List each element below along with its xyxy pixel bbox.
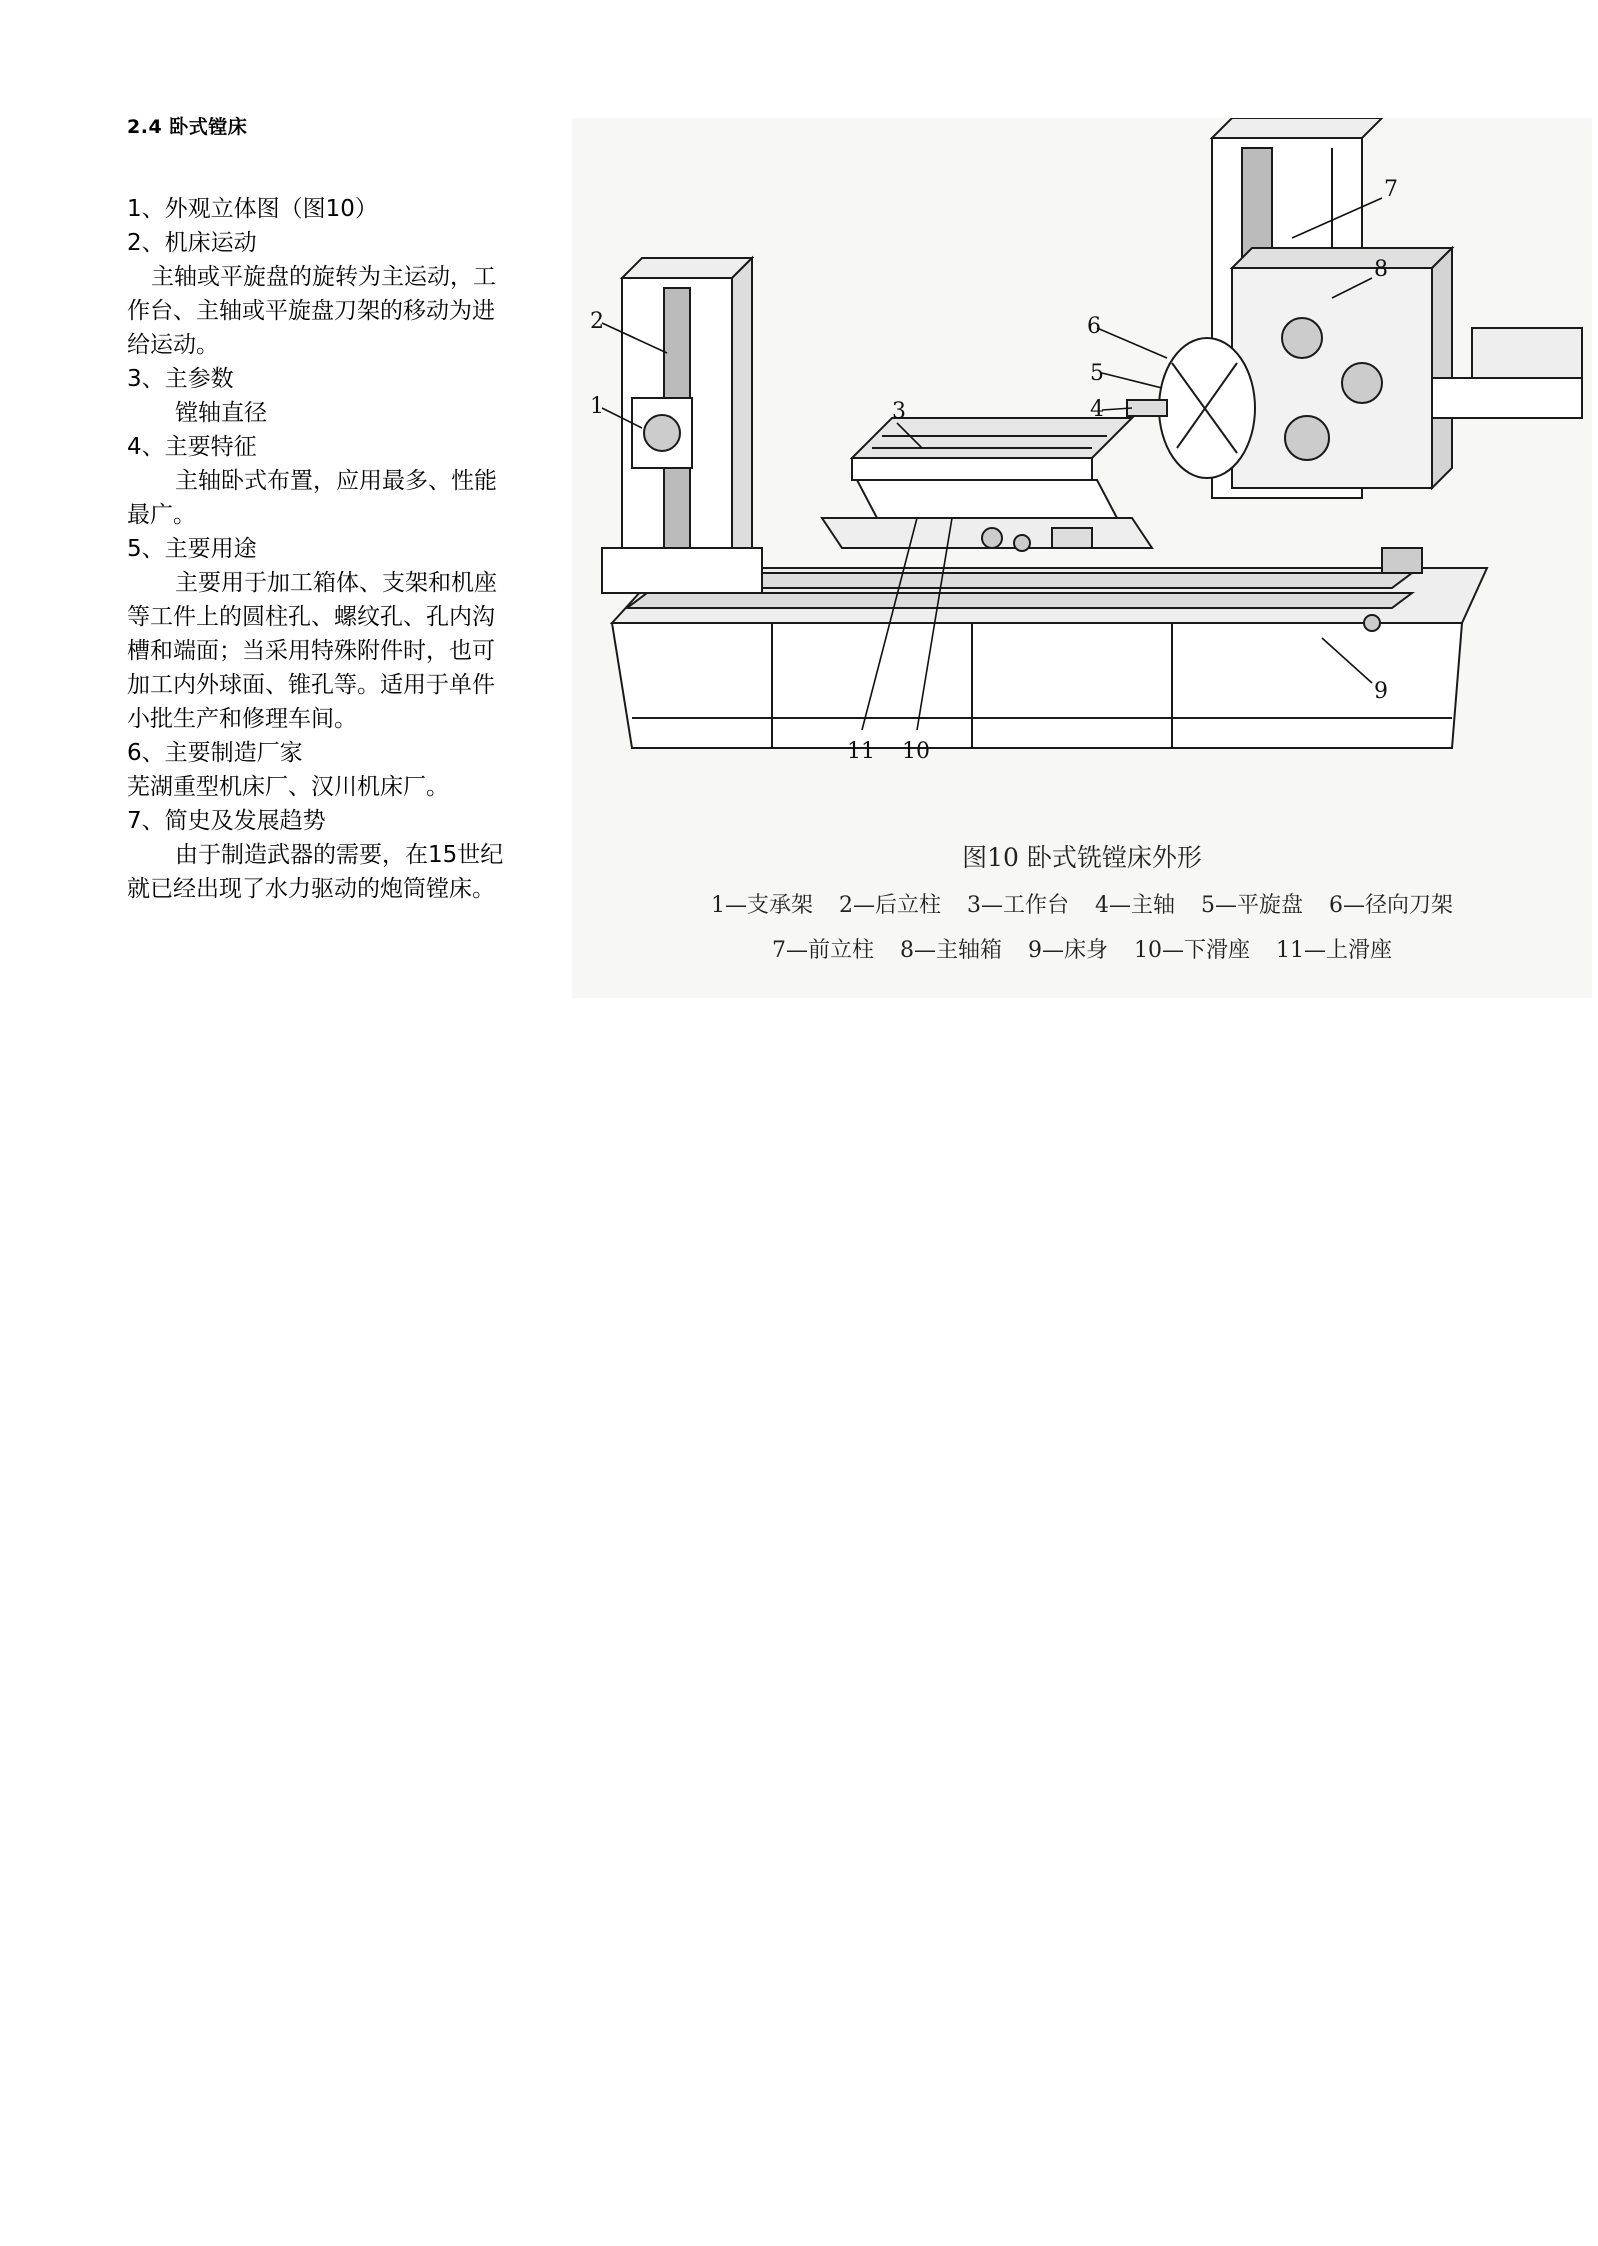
section-heading: 2.4 卧式镗床 bbox=[127, 116, 248, 138]
body-line: 就已经出现了水力驱动的炮筒镗床。 bbox=[127, 876, 495, 902]
body-line: 给运动。 bbox=[127, 332, 219, 358]
body-line: 主轴或平旋盘的旋转为主运动，工 bbox=[151, 264, 496, 290]
headstock bbox=[1232, 268, 1432, 488]
bed-body bbox=[612, 623, 1462, 748]
body-line: 1、外观立体图（图10） bbox=[127, 196, 378, 222]
worktable bbox=[852, 418, 1132, 458]
callout-2: 2 bbox=[590, 309, 604, 334]
body-line: 6、主要制造厂家 bbox=[127, 740, 303, 766]
body-line: 槽和端面；当采用特殊附件时，也可 bbox=[127, 638, 495, 664]
body-line: 最广。 bbox=[127, 502, 196, 528]
body-line: 加工内外球面、锥孔等。适用于单件 bbox=[127, 672, 495, 698]
legend-item: 5—平旋盘 bbox=[1201, 893, 1303, 918]
legend-item: 11—上滑座 bbox=[1276, 938, 1392, 963]
callout-1: 1 bbox=[590, 394, 604, 419]
body-line: 镗轴直径 bbox=[175, 400, 267, 426]
legend-item: 6—径向刀架 bbox=[1329, 893, 1453, 918]
legend-item: 4—主轴 bbox=[1095, 893, 1175, 918]
body-line: 3、主参数 bbox=[127, 366, 234, 392]
body-line: 小批生产和修理车间。 bbox=[127, 706, 357, 732]
figure-legend-row-1 bbox=[572, 888, 1592, 919]
body-line: 芜湖重型机床厂、汉川机床厂。 bbox=[127, 774, 449, 800]
facing-head bbox=[1159, 338, 1255, 478]
body-line: 2、机床运动 bbox=[127, 230, 257, 256]
legend-item: 2—后立柱 bbox=[839, 893, 941, 918]
legend-item: 7—前立柱 bbox=[772, 938, 874, 963]
callout-10: 10 bbox=[902, 739, 930, 764]
callout-7: 7 bbox=[1384, 177, 1398, 202]
body-line: 5、主要用途 bbox=[127, 536, 257, 562]
callout-4: 4 bbox=[1090, 397, 1104, 422]
callout-5: 5 bbox=[1090, 361, 1104, 386]
body-line: 作台、主轴或平旋盘刀架的移动为进 bbox=[127, 298, 495, 324]
body-line: 主要用于加工箱体、支架和机座 bbox=[175, 570, 497, 596]
figure-legend-row-2 bbox=[572, 933, 1592, 964]
spindle bbox=[1127, 400, 1167, 416]
callout-3: 3 bbox=[892, 399, 906, 424]
callout-8: 8 bbox=[1374, 257, 1388, 282]
callout-6: 6 bbox=[1087, 314, 1101, 339]
legend-item: 8—主轴箱 bbox=[900, 938, 1002, 963]
callout-9: 9 bbox=[1374, 679, 1388, 704]
body-line: 7、简史及发展趋势 bbox=[127, 808, 326, 834]
legend-item: 9—床身 bbox=[1028, 938, 1108, 963]
callout-11: 11 bbox=[847, 739, 875, 764]
legend-item: 10—下滑座 bbox=[1134, 938, 1250, 963]
machine-drawing bbox=[572, 118, 1592, 818]
upper-saddle bbox=[857, 480, 1117, 518]
legend-item: 3—工作台 bbox=[967, 893, 1069, 918]
body-text-column bbox=[127, 192, 547, 906]
body-line: 等工件上的圆柱孔、螺纹孔、孔内沟 bbox=[127, 604, 495, 630]
figure-boring-machine bbox=[572, 118, 1592, 998]
body-line: 4、主要特征 bbox=[127, 434, 257, 460]
legend-item: 1—支承架 bbox=[711, 893, 813, 918]
body-line: 由于制造武器的需要，在15世纪 bbox=[175, 842, 504, 868]
body-line: 主轴卧式布置，应用最多、性能 bbox=[175, 468, 497, 494]
figure-caption: 图10 卧式铣镗床外形 bbox=[962, 843, 1202, 872]
